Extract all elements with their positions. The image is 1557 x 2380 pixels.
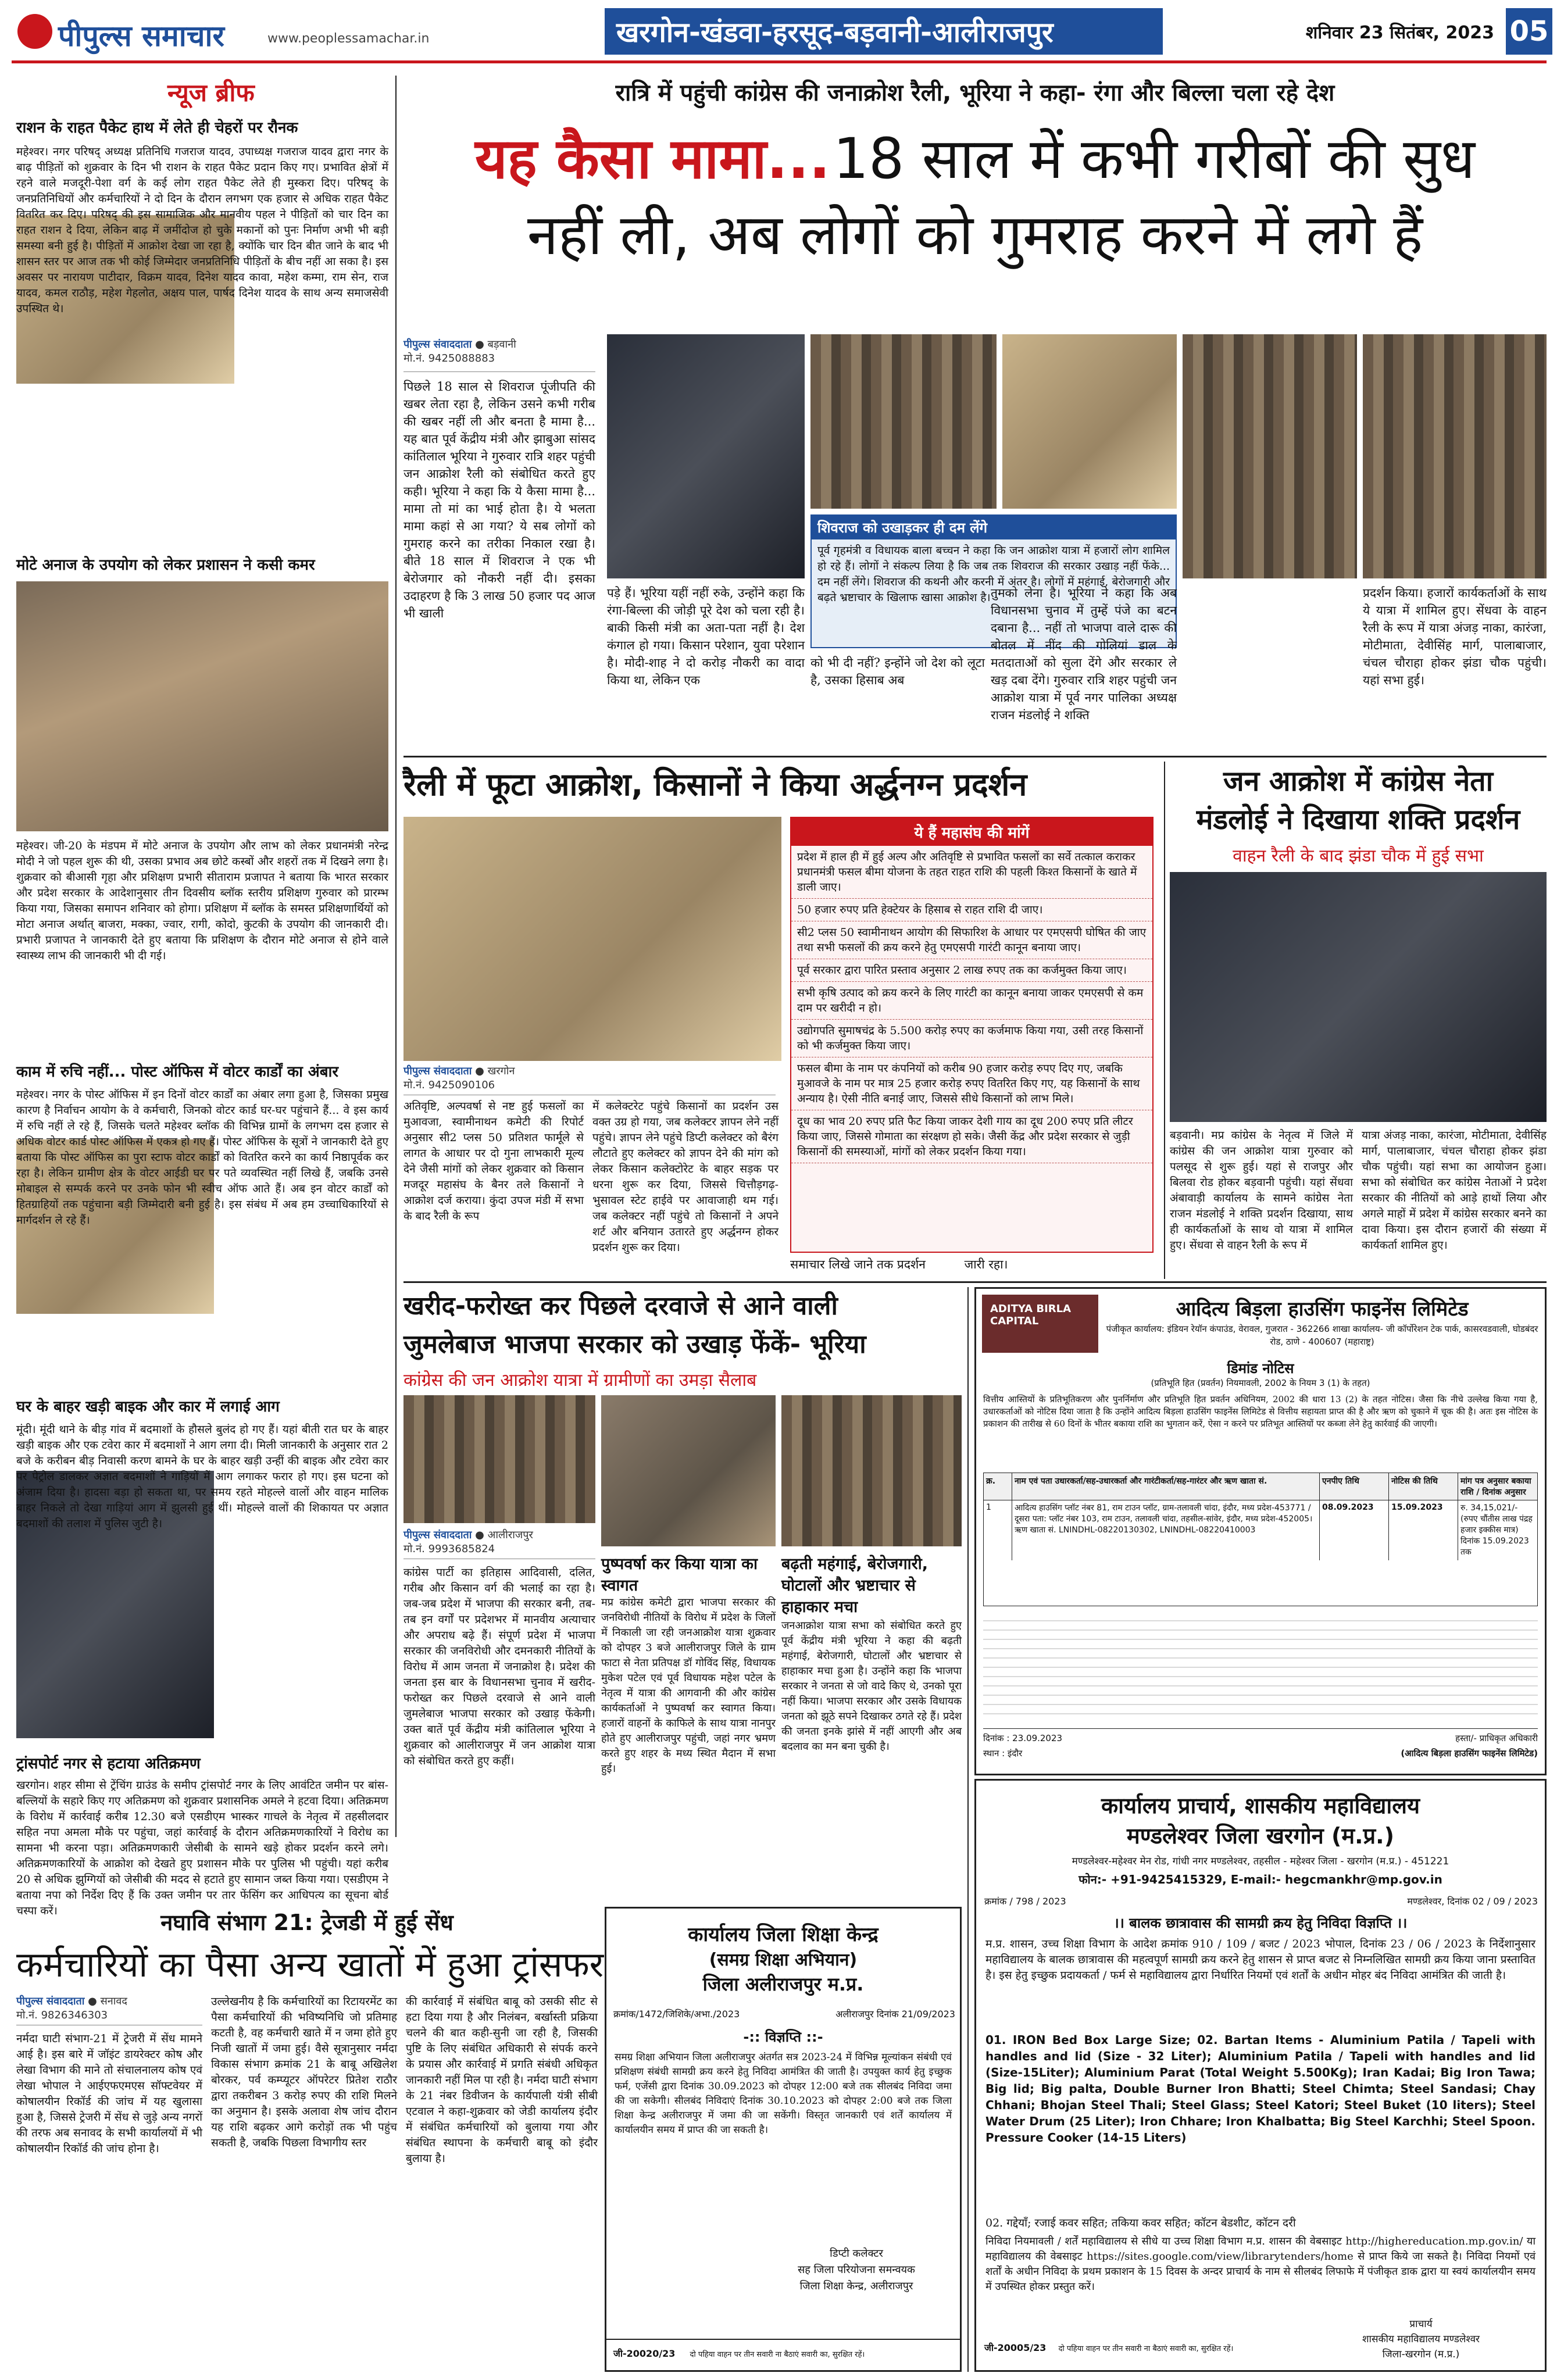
college-ad [974,1779,1547,2372]
birla-title: आदित्य बिड़ला हाउसिंग फाइनेंस लिमिटेड [1176,1298,1469,1321]
sidebar-body: पूर्व गृहमंत्री व विधायक बाला बच्चन ने कहा कि जन आक्रोश यात्रा में हजारों लोग शामिल हो रहे हैं। लोगों ने संकल्प लिया है कि जब तक शिवराज की सरकार उखाड़ नहीं फेंके... दम नहीं लेंगे। शिवराज की कथनी और करनी में अंतर है। लोगों में महंगाई, बेरोजगारी और बढ़ते भ्रष्टाचार के खिलाफ खासा आक्रोश है। [817,544,1170,604]
bhuria-headline-1: खरीद-फरोख्त कर पिछले दरवाजे से आने वाली [403,1291,838,1321]
shiksha-footer: जी-20020/23 दो पहिया वाहन पर तीन सवारी ना बैठाएं सवारी का, सुरक्षित रहें। [606,2339,960,2370]
news-brief-label: न्यूज ब्रीफ [167,78,255,107]
main-photo-5 [1363,334,1547,578]
paper-name: पीपुल्स समाचार [58,19,224,53]
bhuria-headline-2: जुमलेबाज भाजपा सरकार को उखाड़ फेंकें- भूरिया [403,1330,866,1359]
college-signatory: प्राचार्य शासकीय महाविद्यालय मण्डलेश्वर जिला-खरगोन (म.प्र.) [1362,2318,1480,2360]
demands-box [790,817,1154,1253]
mandloi-col-1: बड़वानी। मप्र कांग्रेस के नेतृत्व में जिले में कांग्रेस की जन आक्रोश यात्रा गुरुवार को पलसूद से शुरू हुई। यहां से राजपुर और बिलवा रोड होकर बड़वानी पहुंची। यहां सेंधवा अंबावाड़ी कार्यालय के सामने कांग्रेस नेता राजन मंडलोई ने शक्ति प्रदर्शन दिखाया, साथ ही कार्यकर्ताओं के साथ वो यात्रा में शामिल हुए। सेंधवा से वाहन रैली के रूप में [1170,1129,1353,1252]
birla-footer: दिनांक : 23.09.2023 स्थान : इंदौर हस्ता/- प्राधिकृत अधिकारी (आदित्य बिड़ला हाउसिंग फाइनेंस लिमिटेड) [983,1728,1538,1773]
page-number: 05 [1506,8,1552,55]
farmer-photo [403,817,781,1061]
nagar-col-2: उल्लेखनीय है कि कर्मचारियों का रिटायरमेंट का पैसा कर्मचारियों की भविष्यनिधि जो प्रतिमाह कटती है, वह कर्मचारी खाते में न जमा होते हुए निजी खातों में जमा हुई। वैसे सूत्रानुसार नर्मदा विकास संभाग क्रमांक 21 के बाबू अखिलेश बोरकर, पर्व कम्प्यूटर ऑपरेटर प्रितेश राठौर द्वारा तकरीबन 3 करोड़ रुपए की राशि मिलने का अनुमान है। इसके अलावा शेष जांच दौरान यह राशि बढ़कर आगे करोड़ों तक भी पहुंच सकती है, जबकि पिछला विभागीय स्तर [211,1995,397,2149]
college-address: मण्डलेश्वर-महेश्वर मेन रोड, गांधी नगर मण्डलेश्वर, तहसील - महेश्वर जिला - खरगोन (म.प्र.) - 451221 [1072,1856,1449,1867]
brief-headline-4: घर के बाहर खड़ी बाइक और कार में लगाई आग [16,1398,280,1416]
left-column-divider [395,76,397,1837]
main-photo-2 [810,334,997,509]
college-footer: जी-20005/23 दो पहिया वाहन पर तीन सवारी ना बैठाएं सवारी का, सुरक्षित रहें। [984,2342,1234,2353]
bhuria-col-2: मप्र कांग्रेस कमेटी द्वारा भाजपा सरकार की जनविरोधी नीतियों के विरोध में प्रदेश के जिलों में निकाली जा रही जनआक्रोश यात्रा शुक्रवार को दोपहर 3 बजे आलीराजपुर जिले के ग्राम फाटा से नेता प्रतिपक्ष डॉ गोविंद सिंह, विधायक मुकेश पटेल एवं पूर्व विधायक महेश पटेल के नेतृत्व में यात्रा की आगवानी की और कांग्रेस कार्यकर्ताओं ने पुष्पवर्षा कर स्वागत किया। हजारों वाहनों के काफिले के साथ यात्रा नानपुर होते हुए आलीराजपुर पहुंची, जहां नगर भ्रमण करते हुए शहर के मध्य स्थित मैदान में सभा हुई। [601,1596,776,1775]
masthead-divider [12,60,1547,63]
main-kicker: रात्रि में पहुंची कांग्रेस की जनाक्रोश रैली, भूरिया ने कहा- रंगा और बिल्ला चला रहे देश [615,80,1335,106]
shiksha-ref-date: अलीराजपुर दिनांक 21/09/2023 [835,2009,955,2020]
main-story [403,76,1547,762]
main-col-4: तुमको लेना है। भूरिया ने कहा कि अब विधानसभा चुनाव में तुम्हें पंजे का बटन दबाना है... नहीं तो भाजपा वाले दारू की बोतल में नींद की गोलियां डाल के मतदाताओं को सुला देंगे और सरकार ले खड़ दबा देंगे। गुरुवार रात्रि शहर पहुंची जन आक्रोश यात्रा में पूर्व नगर पालिका अध्यक्ष राजन मंडलोई ने शक्ति [991,586,1177,722]
masthead [0,0,1557,69]
main-story-divider [403,756,1547,757]
paper-logo [17,12,262,52]
website[interactable]: www.peoplessamachar.in [267,31,430,46]
brief-body-3: महेश्वर। नगर के पोस्ट ऑफिस में इन दिनों वोटर कार्डों का अंबार लगा हुआ है, जिसका प्रमुख कारण है निर्वाचन आयोग के वे कर्मचारी, जिनको वोटर कार्ड घर-घर पहुंचाने हैं... वे इस कार्य में रुचि नहीं ले रहे हैं, जिसके चलते महेश्वर ब्लॉक की विभिन्न ग्रामों के लगभग दस हजार से अधिक वोटर कार्ड पोस्ट ऑफिस में एकत्र हो गए हैं। पोस्ट ऑफिस के सूत्रों ने जानकारी देते हुए बताया कि पोस्ट ऑफिस का पुरा स्टाफ वोटर कार्डों को वितरित करने का कार्य निष्ठापूर्वक कर रहा है। लेकिन ग्रामीण क्षेत्र के वोटर आईडी घर पर पते व्यवस्थित नहीं लिखे हैं, जबकि उनसे मोबाइल से सम्पर्क करने पर उनके फोन भी स्वीच ऑफ आते हैं। अब इन वोटर कार्डों को हितग्राहियों तक पहुंचाना बड़ी जिम्मेदारी बनी हुई है। इस संबंध में अब हम उच्चाधिकारियों से मार्गदर्शन ले रहे हैं। [16,1088,388,1227]
shiksha-title-3: जिला अलीराजपुर म.प्र. [702,1973,864,1995]
brief-photo-2 [16,581,388,831]
shiksha-ad [605,1907,962,2372]
main-photo-3 [1002,334,1177,509]
mandloi-subhead: वाहन रैली के बाद झंडा चौक में हुई सभा [1233,846,1484,866]
demands-title: ये हैं महासंघ की मांगें [791,818,1152,846]
birla-address: पंजीकृत कार्यालय: इंडियन रेयॉन कंपाउंड, वेरावल, गुजरात - 362266 शाखा कार्यालय- जी कॉर्पोरेशन टेक पार्क, कासरवडवाली, घोडबंदर रोड, ठाणे - 400607 (महाराष्ट्र) [1106,1324,1538,1347]
demand-item: दूध का भाव 20 रुपए प्रति फैट किया जाकर देशी गाय का दूध 200 रुपए प्रति लीटर किया जाए, जिससे गोमाता का संरक्षण हो सके। जैसी केंद्र और प्रदेश सरकार से जुड़ी किसानों की समस्याओं, मांगों को लेकर प्रदर्शन किया गया। [791,1110,1152,1163]
shiksha-signatory: डिप्टी कलेक्टर सह जिला परियोजना समन्वयक जिला शिक्षा केन्द्र, अलीराजपुर [798,2247,915,2292]
bhuria-col-2-title: पुष्पवर्षा कर किया यात्रा का स्वागत [601,1555,758,1595]
brief-headline-5: ट्रांसपोर्ट नगर से हटाया अतिक्रमण [16,1755,201,1773]
demands-list [791,846,1152,1163]
edition-title: खरगोन-खंडवा-हरसूद-बड़वानी-आलीराजपुर [605,8,1163,55]
brief-body-1: महेश्वर। नगर परिषद् अध्यक्ष प्रतिनिधि गजराज यादव, उपाध्यक्ष गजराज यादव द्वारा नगर के बाढ़ पीड़ितों को शुक्रवार के दिन भी राशन के राहत पैकेट प्रदान किए गए। प्रभावित क्षेत्रों में रहने वाले मजदूरी-पेशा वर्ग के कई लोग राहत पैकेट लेते ही मुस्करा दिए। परिषद् के जनप्रतिनिधियों और कर्मचारियों ने दो दिन के दौरान लगभग एक हजार से अधिक राहत पैकेट वितरित कर दिए। परिषद् की इस सामाजिक और मानवीय पहल ने पीड़ितों को चार दिन का राहत राशन दे दिया, लेकिन बाढ़ में जमींदोज हो चुके मकानों को पुनः निर्माण अभी भी बड़ी समस्या बनी हुई है। पीड़ितों में आक्रोश देखा जा रहा है, क्योंकि चार दिन बीत जाने के बाद भी शासन स्तर पर आज तक भी कोई जिम्मेदार जनप्रतिनिधि पीड़ितों के बीच नहीं आ सका है। इस अवसर पर नारायण पाटीदार, विक्रम यादव, दिनेश यादव कावा, महेश कम्मा, राम सेन, राज यादव, कमल राठौड़, महेश गेहलोत, अक्षय पाल, पार्षद दिनेश यादव के साथ अन्य समाजसेवी उपस्थित थे। [16,145,388,315]
demand-item: उद्योगपति सुमाषचंद्र के 5.500 करोड़ रुपए का कर्जमाफ किया गया, उसी तरह किसानों को भी कर्जमुक्त किया जाए। [791,1020,1152,1057]
demand-item: सभी कृषि उत्पाद को क्रय करने के लिए गारंटी का कानून बनाया जाकर एमएसपी से कम दाम पर खरीदी न हो। [791,982,1152,1020]
main-headline-black-1: 18 साल में कभी गरीबों की सुध [833,126,1476,191]
college-body-1: म.प्र. शासन, उच्च शिक्षा विभाग के आदेश क्रमांक 910 / 109 / बजट / 2023 भोपाल, दिनांक 23 / 06 / 2023 के निर्देशानुसार महाविद्यालय के बालक छात्रावास की महत्वपूर्ण सामग्री क्रय करने हेतु शासन से प्राप्त बजट से निम्नलिखित सामग्री क्रय किया जाना प्रस्तावित है। इस हेतु इच्छुक प्रदायकर्ता / फर्म से महाविद्यालय द्वारा निर्धारित नियमों एवं शर्तों के अधीन मोहर बंद निविदा आमंत्रित की जाती है। [985,1938,1535,1982]
bhuria-photo-3 [781,1395,962,1546]
ads-divider [967,1287,969,2372]
main-col-2: पड़े हैं। भूरिया यहीं नहीं रुके, उन्होंने कहा कि रंगा-बिल्ला की जोड़ी पूरे देश को चला रही है। बाकी किसी मंत्री का अता-पता नहीं है। देश कंगाल हो गया। किसान परेशान, युवा परेशान है। मोदी-शाह ने दो करोड़ नौकरी का वादा किया था, लेकिन एक [607,586,805,687]
mandloi-photo [1170,872,1547,1122]
nagar-headline: कर्मचारियों का पैसा अन्य खातों में हुआ ट्रांसफर [16,1945,604,1985]
farmer-col-1: अतिवृष्टि, अल्पवर्षा से नष्ट हुई फसलों का मुआवजा, स्वामीनाथन कमेटी की रिपोर्ट अनुसार सी2 प्लस 50 प्रतिशत फार्मूले से लागत के आधार पर दो गुना लाभकारी मूल्य देने जैसी मांगों को लेकर शुक्रवार को किसान मजदूर महासंघ के बैनर तले किसानों ने आक्रोश दर्ज कराया। कुंदा उपज मंडी में सभा के बाद रैली के रूप [403,1100,584,1223]
college-body-2: 02. गद्देयाँ; रजाई कवर सहित; तकिया कवर सहित; कॉटन बेडशीट, कॉटन दरी [985,2217,1296,2229]
birla-table-header: क्र. नाम एवं पता उधारकर्ता/सह-उधारकर्ता और गारंटीकर्ता/सह-गारंटर और ऋण खाता सं. एनपीए तिथि नोटिस की तिथि मांग पत्र अनुसार बकाया राशि / दिनांक अनुसार [984,1473,1537,1500]
news-brief-column [16,76,388,1917]
college-ref-date: मण्डलेश्वर, दिनांक 02 / 09 / 2023 [1407,1896,1538,1907]
main-photo-4 [1183,334,1357,578]
brief-body-4: मूंदी। मूंदी थाने के बीड़ गांव में बदमाशों के हौसले बुलंद हो गए हैं। यहां बीती रात घर के बाहर खड़ी बाइक और एक टवेरा कार में बदमाशों ने आग लगा दी। मिली जानकारी के अनुसार रात 2 बजे के करीबन बीड़ निवासी करण बामने के घर के बाहर खड़ी उन्हीं की बाइक और टवेरा कार पर पेट्रोल डालकर अज्ञात बदमाशों ने गाड़ियों में आग लगाकर फरार हो गए। इस घटना को अंजाम दिया है। हादसा बड़ा हो सकता था, पर समय रहते मोहल्ले वालों और वाहन मालिक बाहर निकले तो देखा गाड़ियां आग में झुलसी हुई थीं। मोहल्ले वालों की शिकायत पर अज्ञात बदमाशों की तलाश में पुलिस जुटी है। [16,1423,388,1530]
birla-filler-text [983,1612,1538,1723]
brief-headline-1: राशन के राहत पैकेट हाथ में लेते ही चेहरों पर रौनक [16,119,298,137]
main-col-5: प्रदर्शन किया। हजारों कार्यकर्ताओं के साथ ये यात्रा में शामिल हुए। सेंधवा के वाहन रैली के रूप में यात्रा अंजड़ नाका, कारंजा, मोटीमाता, देवीसिंह मार्ग, पालाबाजार, चंचल चौराहा होकर झंडा चौक पहुंची। यहां सभा हुई। [1363,586,1547,687]
birla-notice-title: डिमांड नोटिस [1227,1360,1294,1377]
mandloi-story [1170,762,1547,1279]
bhuria-col-1: कांग्रेस पार्टी का इतिहास आदिवासी, दलित, गरीब और किसान वर्ग की भलाई का रहा है। जब-जब प्रदेश में भाजपा की सरकार बनी, तब-तब इन वर्गों पर प्रदेशभर में मानवीय अत्याचार और अपराध बढ़े हैं। संपूर्ण प्रदेश में भाजपा सरकार की जनविरोधी और दमनकारी नीतियों के विरोध में आम जनता में जनाक्रोश है। प्रदेश की जनता इस बार के विधानसभा चुनाव में खरीद-फरोख्त कर पिछले दरवाजे से आने वाली जुमलेबाज भाजपा सरकार को उखाड़ फेंकेगी। उक्त बातें पूर्व केंद्रीय मंत्री कांतिलाल भूरिया ने शुक्रवार को आलीराजपुर में जन आक्रोश यात्रा को संबोधित करते हुए कहीं। [403,1566,595,1767]
middle-divider [403,1281,1547,1283]
farmer-divider [1164,762,1165,1279]
sidebar-title: शिवराज को उखाड़कर ही दम लेंगे [812,516,1176,539]
farmer-story [403,762,1159,1279]
brief-body-5: खरगोन। शहर सीमा से ट्रेंचिंग ग्राउंड के समीप ट्रांसपोर्ट नगर के लिए आवंटित जमीन पर बांस-बल्लियों के सहारे किए गए अतिक्रमण को शुक्रवार प्रशासनिक अमले ने हटवा दिया। अतिक्रमण के विरोध में कार्रवाई करीब 12.30 बजे एसडीएम भास्कर गाचले के नेतृत्व में तहसीलदार सहित नपा अमला मौके पर पहुंचा, जहां कार्रवाई के दौरान अतिक्रमणकारियों ने विरोध का सामना भी करना पड़ा। अतिक्रमणकारी जेसीबी के सामने खड़े होकर प्रदर्शन करने लगे। अतिक्रमणकारियों के आक्रोश को देखते हुए प्रशासन मौके पर पुलिस भी पहुंची। यहां करीब 20 से अधिक झुग्गियों को जेसीबी की मदद से हटाते हुए सामान जब्त किया गया। एसडीएम ने बताया नपा को निर्देश दिए हैं कि उक्त जमीन पर तार फेंसिंग कर आधिपत्य का सूचना बोर्ड चस्पा करें। [16,1779,388,1917]
main-headline-red: यह कैसा मामा... [474,126,830,191]
main-col-1: पिछले 18 साल से शिवराज पूंजीपति की खबर लेता रहा है, लेकिन उसने कभी गरीब की खबर नहीं ली और बनता है मामा है... यह बात पूर्व केंद्रीय मंत्री और झाबुआ सांसद कांतिलाल भूरिया ने गुरुवार रात्रि शहर पहुंची जन आक्रोश रैली को संबोधित करते हुए कही। भूरिया ने कहा कि ये कैसा मामा है... मामा तो मां का भाई होता है। ये भलता मामा कहां से आ गया? ये सब लोगों को गुमराह करने का तरीका निकाल रखा है। बीते 18 साल में शिवराज ने एक भी बेरोजगार को नौकरी नहीं दी। इसका उदाहरण है कि 3 लाख 50 हजार पद आज भी खाली [403,380,595,620]
college-items: 01. IRON Bed Box Large Size; 02. Bartan Items - Aluminium Patila / Tapeli with handles and lid (Size - 32 Liter); Aluminium Patila / Tapeli with handles and lid (Size-15Liter); Aluminium Parat (Total Weight 5.500Kg); Iran Kadai; Big Iron Tawa; Big lid; Big palta, Double Burner Iron Bhatti; Steel Chimta; Steel Sandasi; Chay Chhani; Bhojan Steel Thali; Steel Glass; Steel Katori; Steel Buket (10 liters); Steel Water Drum (25 Liter); Iron Chhare; Iron Khalbatta; Big Steel Karchhi; Steel Spoon. Pressure Cooker (14-15 Liters) [985,2033,1535,2145]
farmer-byline: पीपुल्स संवाददाता ● खरगोन मो.नं. 9425090106 [403,1064,776,1095]
demand-item: 50 हजार रुपए प्रति हेक्टेयर के हिसाब से राहत राशि दी जाए। [791,899,1152,921]
farmer-col-2: में कलेक्टरेट पहुंचे किसानों का प्रदर्शन उस वक्त उग्र हो गया, जब कलेक्टर ज्ञापन लेने नहीं पहुंचे। ज्ञापन लेने पहुंचे डिप्टी कलेक्टर को बैरंग लौटाते हुए कलेक्टर को ज्ञापन देने की मांग को लेकर किसान कलेक्टोरेट के बाहर सड़क पर धरना शुरू कर दिया, जिससे चित्तौड़गढ़-भुसावल स्टेट हाईवे पर आवाजाही थम गई। जब कलेक्टर नहीं पहुंचे तो किसानों ने अपने शर्ट और बनियान उतारते हुए अर्द्धनग्न होकर प्रदर्शन शुरू कर दिया। [592,1100,779,1254]
farmer-footer: समाचार लिखे जाने तक प्रदर्शन जारी रहा। [790,1257,1008,1271]
demand-item: सी2 प्लस 50 स्वामीनाथन आयोग की सिफारिश के आधार पर एमएसपी घोषित की जाए तथा सभी फसलों की क्रय करने हेतु एमएसपी गारंटी कानून बनाया जाए। [791,921,1152,959]
demand-item: पूर्व सरकार द्वारा पारित प्रस्ताव अनुसार 2 लाख रुपए तक का कर्जमुक्त किया जाए। [791,959,1152,982]
brief-headline-2: मोटे अनाज के उपयोग को लेकर प्रशासन ने कसी कमर [16,556,315,574]
mandloi-headline-1: जन आक्रोश में कांग्रेस नेता [1223,765,1494,798]
shiksha-notice-label: -:: विज्ञप्ति ::- [743,2029,823,2045]
birla-table-row: 1 आदित्य हाउसिंग प्लॉट नंबर 81, राम टाउन प्लॉट, ग्राम-तलावली चांदा, इंदौर, मध्य प्रदेश-453771 / दूसरा पता: प्लॉट नंबर 103, राम टाउन, तलावली चांदा, तहसील-सांवेर, इंदौर, मध्य प्रदेश-452005। ऋण खाता सं. LNINDHL-08220130302, LNINDHL-08220410003 08.09.2023 15.09.2023 रु. 34,15,021/- (रुपए चौंतीस लाख पंद्रह हजार इक्कीस मात्र) दिनांक 15.09.2023 तक [984,1500,1537,1560]
main-headline-black-2: नहीं ली, अब लोगों को गुमराह करने में लगे हैं [527,202,1423,267]
college-ref-no: क्रमांक / 798 / 2023 [984,1896,1066,1907]
college-contact[interactable]: फोन:- +91-9425415329, E-mail:- hegcmankhr@mp.gov.in [1079,1872,1442,1886]
shiksha-title-2: (समग्र शिक्षा अभियान) [709,1950,858,1970]
farmer-headline: रैली में फूटा आक्रोश, किसानों ने किया अर्द्धनग्न प्रदर्शन [403,766,1027,803]
nagar-col-1: नर्मदा घाटी संभाग-21 में ट्रेजरी में सेंध मामने आई है। इस बारे में जॉइंट डायरेक्टर कोष और लेखा विभाग की माने तो संचालनालय कोष एवं लेखा भोपाल ने आईएफएमएस सॉफ्टवेयर में कोषालयीन रिकॉर्ड की जांच में यह खुलासा हुआ है, जिससे ट्रेजरी में सेंध से जुड़े अन्य नगरों की तरफ अब सनावद के सभी कार्यालयों में भी कोषालयीन रिकॉर्ड की जांच होना है। [16,2032,202,2155]
bhuria-story [403,1287,962,1903]
birla-brand: ADITYA BIRLA CAPITAL [982,1295,1098,1353]
mandloi-headline-2: मंडलोई ने दिखाया शक्ति प्रदर्शन [1196,803,1520,836]
main-col-3: को भी दी नहीं? इन्होंने जो देश को लूटा है, उसका हिसाब अब [810,656,985,687]
birla-table [983,1473,1538,1606]
main-byline: पीपुल्स संवाददाता ● बड़वानी मो.नं. 9425088883 [403,337,595,372]
brief-headline-3: काम में रुचि नहीं... पोस्ट ऑफिस में वोटर कार्डों का अंबार [16,1063,338,1081]
issue-date: शनिवार 23 सितंबर, 2023 [1305,23,1494,43]
nagar-story [16,1907,604,2372]
demand-item: प्रदेश में हाल ही में हुई अल्प और अतिवृष्टि से प्रभावित फसलों का सर्वे तत्काल कराकर प्रधानमंत्री फसल बीमा योजना के तहत राहत राशि की पहली किश्त किसानों के खाते में डाली जाए। [791,846,1152,899]
college-subject: ।। बालक छात्रावास की सामग्री क्रय हेतु निविदा विज्ञप्ति ।। [1113,1915,1408,1931]
shiksha-ref-no: क्रमांक/1472/जिशिके/अभा./2023 [613,2009,740,2020]
bhuria-col-3-title: बढ़ती महंगाई, बेरोजगारी, घोटालों और भ्रष्टाचार से हाहाकार मचा [781,1555,928,1616]
main-col-4b [1183,584,1357,753]
college-title-1: कार्यालय प्राचार्य, शासकीय महाविद्यालय [1101,1793,1420,1818]
mandloi-col-2: यात्रा अंजड़ नाका, कारंजा, मोटीमाता, देवीसिंह मार्ग, पालाबाजार, चंचल चौराहा होकर झंडा चौक पहुंची। यहां सभा का आयोजन हुआ। सभा को संबोधित कर कांग्रेस नेताओं ने प्रदेश सरकार की नीतियों को आड़े हाथों लिया और अगले माहों में प्रदेश में कांग्रेस सरकार बनने का दावा किया। इस दौरान हजारों की संख्या में कार्यकर्ता शामिल हुए। [1362,1129,1547,1252]
shiksha-body: समग्र शिक्षा अभियान जिला अलीराजपुर अंतर्गत सत्र 2023-24 में विभिन्न मूल्यांकन संबंधी एवं प्रशिक्षण संबंधी सामग्री क्रय करने हेतु निविदा आमंत्रित की जाती है। उपयुक्त कार्य हेतु इच्छुक फर्म, एजेंसी द्वारा दिनांक 30.09.2023 को दोपहर 12:00 बजे तक सीलबंद निविदा जमा की जा सकेगी। सीलबंद निविदाएं दिनांक 30.10.2023 को दोपहर 2:00 बजे तक जिला शिक्षा केन्द्र अलीराजपुर में जमा की जा सकेंगी। विस्तृत जानकारी एवं शर्तें कार्यालय में कार्यालयीन समय में प्राप्त की जा सकती है। [615,2052,952,2136]
bhuria-photo-1 [403,1395,595,1523]
brief-body-2: महेश्वर। जी-20 के मंडपम में मोटे अनाज के उपयोग और लाभ को लेकर प्रधानमंत्री नरेन्द्र मोदी ने जो पहल शुरू की थी, उसका प्रभाव अब छोटे कस्बों और शहरों तक में दिखने लगा है। शुक्रवार को बीआसी गृहा और प्रशिक्षण प्रभारी सीताराम प्रजापत ने बताया कि भारत सरकार और प्रदेश सरकार के आदेशानुसार तीन दिवसीय ब्लॉक स्तरीय प्रशिक्षण गुरुवार को प्रारम्भ किया गया, जिसका समापन शनिवार को होगा। प्रशिक्षण में ब्लॉक के समस्त प्रशिक्षणार्थियों को मोटा अनाज अर्थात् बाजरा, मक्का, ज्वार, रागी, कोदो, कुटकी के उपयोग की जानकारी दी। प्रभारी प्रजापत ने जानकारी देते हुए बताया कि प्रशिक्षण के दौरान मोटे अनाज से होने वाले स्वास्थ्य लाभ की जानकारी भी दी गई। [16,839,388,962]
nagar-col-3: की कार्रवाई में संबंधित बाबू को उसकी सीट से हटा दिया गया है और निलंबन, बर्खास्ती प्रक्रिया चलने की बात कही-सुनी जा रही है, जिसकी पुष्टि के लिए संबंधित अधिकारी से संपर्क करने के प्रयास और कार्रवाई में प्रगति संबंधी अधिकृत जानकारी नहीं मिल पा रही है। नर्मदा घाटी संभाग के 21 नंबर डिवीजन के कार्यपाली यंत्री सीबी एटवाल ने कहा-शुक्रवार को जेडी कार्यालय इंदौर में संबंधित कर्मचारियों को बुलाया गया और संबंधित स्थापना के कर्मचारी बाबू को इंदौर बुलाया है। [406,1995,598,2165]
bhuria-col-3: जनआक्रोश यात्रा सभा को संबोधित करते हुए पूर्व केंद्रीय मंत्री भूरिया ने कहा की बढ़ती महंगाई, बेरोजगारी, घोटालों और भ्रष्टाचार से हाहाकार मचा हुआ है। उन्होंने कहा कि भाजपा सरकार ने जनता से जो वादे किए थे, उनको पूरा नहीं किया। भाजपा सरकार और उसके विधायक जनता को झूठे सपने दिखाकर ठगते रहे हैं। प्रदेश की जनता इनके झांसे में नहीं आएगी और अब बदलाव का मन बना चुकी है। [781,1620,962,1753]
bhuria-photo-2 [601,1395,776,1546]
bhuria-byline: पीपुल्स संवाददाता ● आलीराजपुर मो.नं. 9993685824 [403,1528,595,1559]
birla-notice-body: वित्तीय आस्तियों के प्रतिभूतिकरण और पुनर्निर्माण और प्रतिभूति हित प्रवर्तन अधिनियम, 2002 की धारा 13 (2) के तहत नोटिस। जैसा कि नीचे उल्लेख किया गया है, उधारकर्ताओं को नोटिस दिया जाता है कि उन्होंने आदित्य बिड़ला हाउसिंग फाइनेंस लिमिटेड से वित्तीय सहायता प्राप्त की है और ऋण को चुकाने में चूक की है। अतः इस नोटिस के प्रकाशन की तारीख से 60 दिनों के भीतर बकाया राशि का भुगतान करें, ऐसा न करने पर प्रतिभूत आस्तियों पर कब्जा लेने हेतु कार्रवाई की जाएगी। [983,1394,1538,1429]
college-title-2: मण्डलेश्वर जिला खरगोन (म.प्र.) [1127,1823,1394,1849]
bhuria-subhead: कांग्रेस की जन आक्रोश यात्रा में ग्रामीणों का उमड़ा सैलाब [403,1370,757,1391]
birla-ad [974,1287,1547,1775]
nagar-kicker: नघावि संभाग 21: ट्रेजडी में हुई सेंध [160,1910,453,1935]
shiksha-title-1: कार्यालय जिला शिक्षा केन्द्र [688,1923,879,1946]
main-headline [403,119,1547,267]
nagar-byline: पीपुल्स संवाददाता ● सनावद मो.नं. 9826346303 [16,1994,202,2025]
newspaper-logo-icon [17,14,52,49]
demand-item: फसल बीमा के नाम पर कंपनियों को करीब 90 हजार करोड़ रुपए दिए गए, जबकि मुआवजे के नाम पर मात्र 25 हजार करोड़ रुपए वितरित किए गए, यह किसानों के साथ अन्याय है। ऐसी नीति बनाई जाए, जिससे सीधे किसानों को लाभ मिले। [791,1057,1152,1110]
main-photo-1 [607,334,805,578]
birla-notice-sub: (प्रतिभूति हित (प्रवर्तन) नियमावली, 2002 के नियम 3 (1) के तहत) [1151,1378,1370,1388]
college-body-3: निविदा नियमावली / शर्तें महाविद्यालय से सीधे या उच्च शिक्षा विभाग म.प्र. शासन की वेबसाइट http://highereducation.mp.gov.in/ या महाविद्यालय की वेबसाइट https://sites.google.com/view/librarytenders/home से प्राप्त किये जा सकते है। निविदा नियमों एवं शर्तों के अधीन निविदा के प्रथम प्रकाशन के 15 दिवस के अन्दर प्राचार्य के नाम से सीलबंद लिफाफे में पंजीकृत डाक द्वारा या स्वयं कार्यालयीन समय में उपस्थित होकर प्रस्तुत करें। [985,2235,1535,2293]
